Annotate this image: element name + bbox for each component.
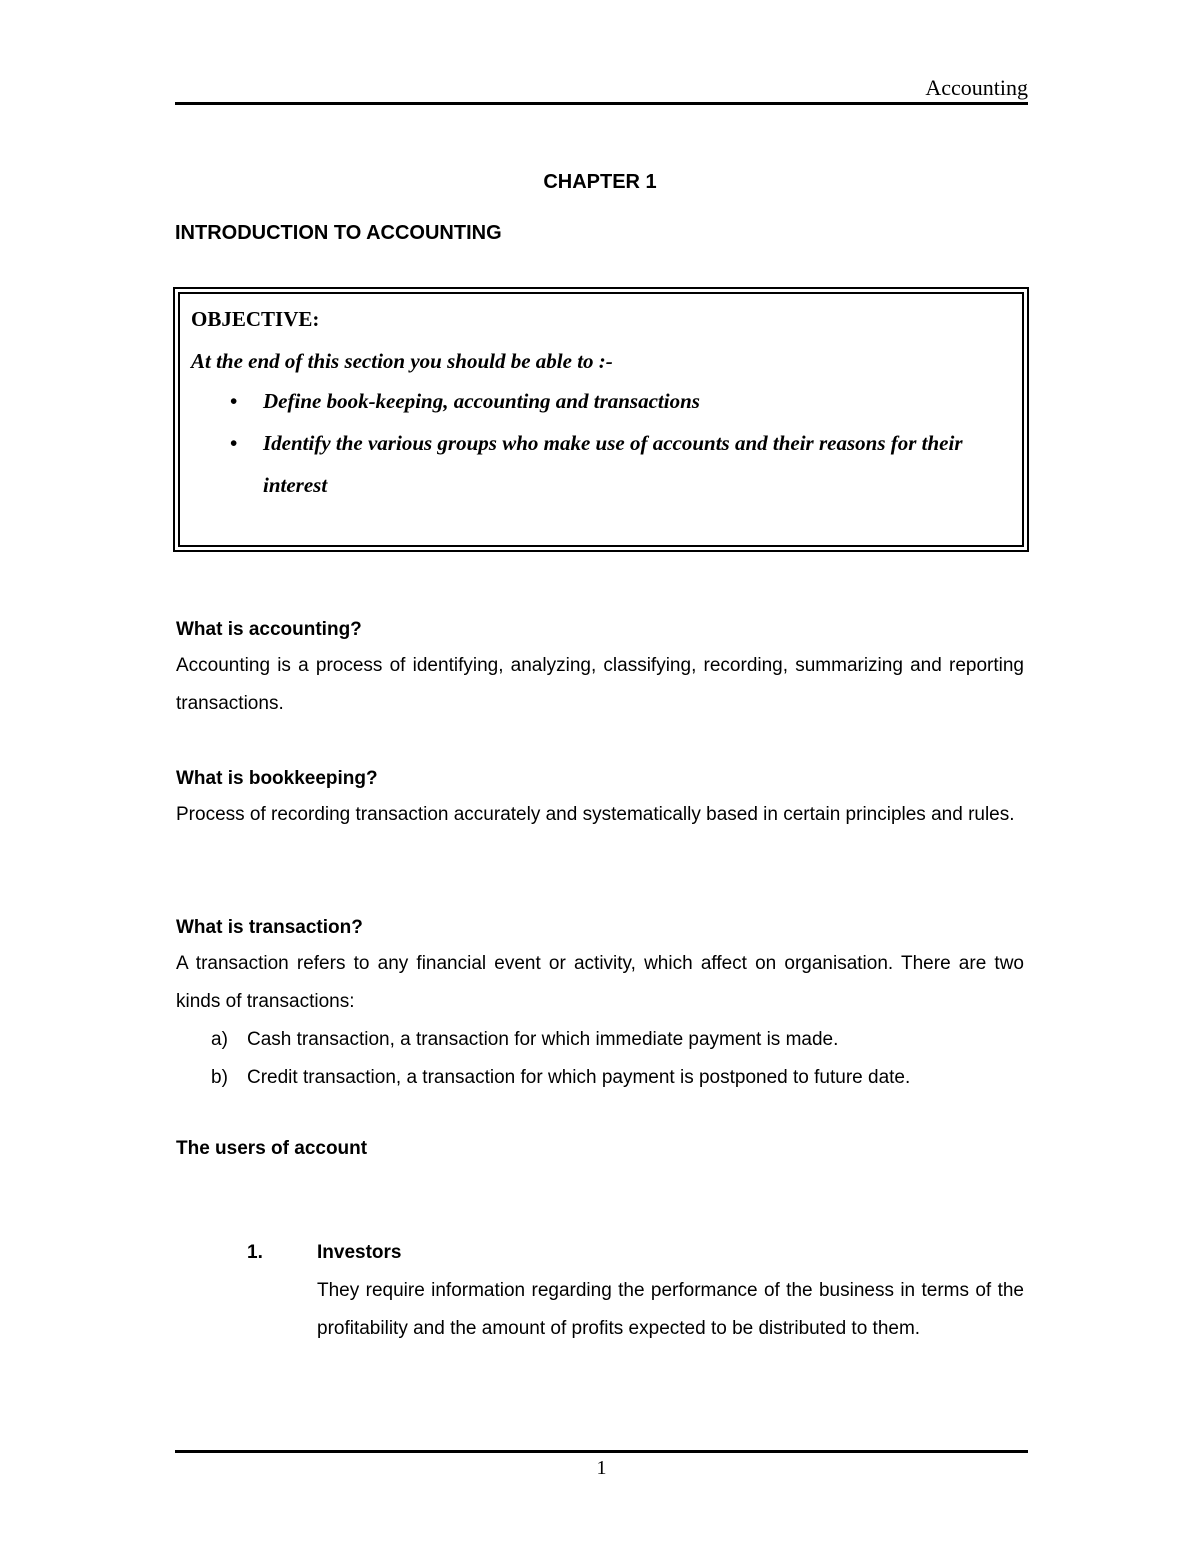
footer-rule (175, 1450, 1028, 1453)
section-answer: Process of recording transaction accurately and systematically based in certain principles and rules. (176, 804, 1015, 825)
running-header-title: Accounting (925, 75, 1028, 100)
section-question: What is transaction? (176, 917, 363, 938)
objective-item-text: Define book-keeping, accounting and transactions (263, 389, 700, 413)
section-bookkeeping (176, 766, 1024, 834)
section-answer: Accounting is a process of identifying, analyzing, classifying, recording, summarizing and reporting transactions. (176, 655, 1024, 714)
user-item-description: They require information regarding the performance of the business in terms of the profitability and the amount of profits expected to be distributed to them. (317, 1280, 1024, 1339)
list-item-text: Cash transaction, a transaction for which immediate payment is made. (247, 1029, 839, 1050)
objective-box (173, 287, 1029, 552)
section-answer: A transaction refers to any financial event or activity, which affect on organisation. There are two kinds of transactions: (176, 953, 1024, 1012)
section-transaction (176, 915, 1024, 1097)
objective-intro: At the end of this section you should be able to :- (191, 349, 613, 373)
running-header (175, 74, 1028, 105)
bullet-icon: • (230, 389, 238, 413)
list-marker: a) (211, 1029, 228, 1050)
chapter-number: CHAPTER 1 (543, 171, 657, 193)
chapter-title: INTRODUCTION TO ACCOUNTING (175, 222, 502, 244)
user-item-title: Investors (317, 1242, 402, 1263)
objective-item-text: Identify the various groups who make use of accounts and their reasons for their interest (263, 431, 963, 497)
user-item-number: 1. (247, 1242, 263, 1263)
section-accounting (176, 617, 1024, 723)
list-item (176, 1059, 1024, 1097)
list-item-text: Credit transaction, a transaction for which payment is postponed to future date. (247, 1067, 911, 1088)
objective-list (180, 380, 1003, 506)
objective-heading: OBJECTIVE: (191, 307, 320, 331)
objective-item (180, 422, 1003, 506)
objective-item (180, 380, 1003, 422)
section-question: What is bookkeeping? (176, 768, 378, 789)
list-item (176, 1021, 1024, 1059)
page-number: 1 (596, 1457, 607, 1479)
bullet-icon: • (230, 431, 238, 455)
section-question: What is accounting? (176, 619, 362, 640)
transaction-kinds-list (176, 1021, 1024, 1097)
list-marker: b) (211, 1067, 228, 1088)
users-heading: The users of account (176, 1138, 368, 1159)
